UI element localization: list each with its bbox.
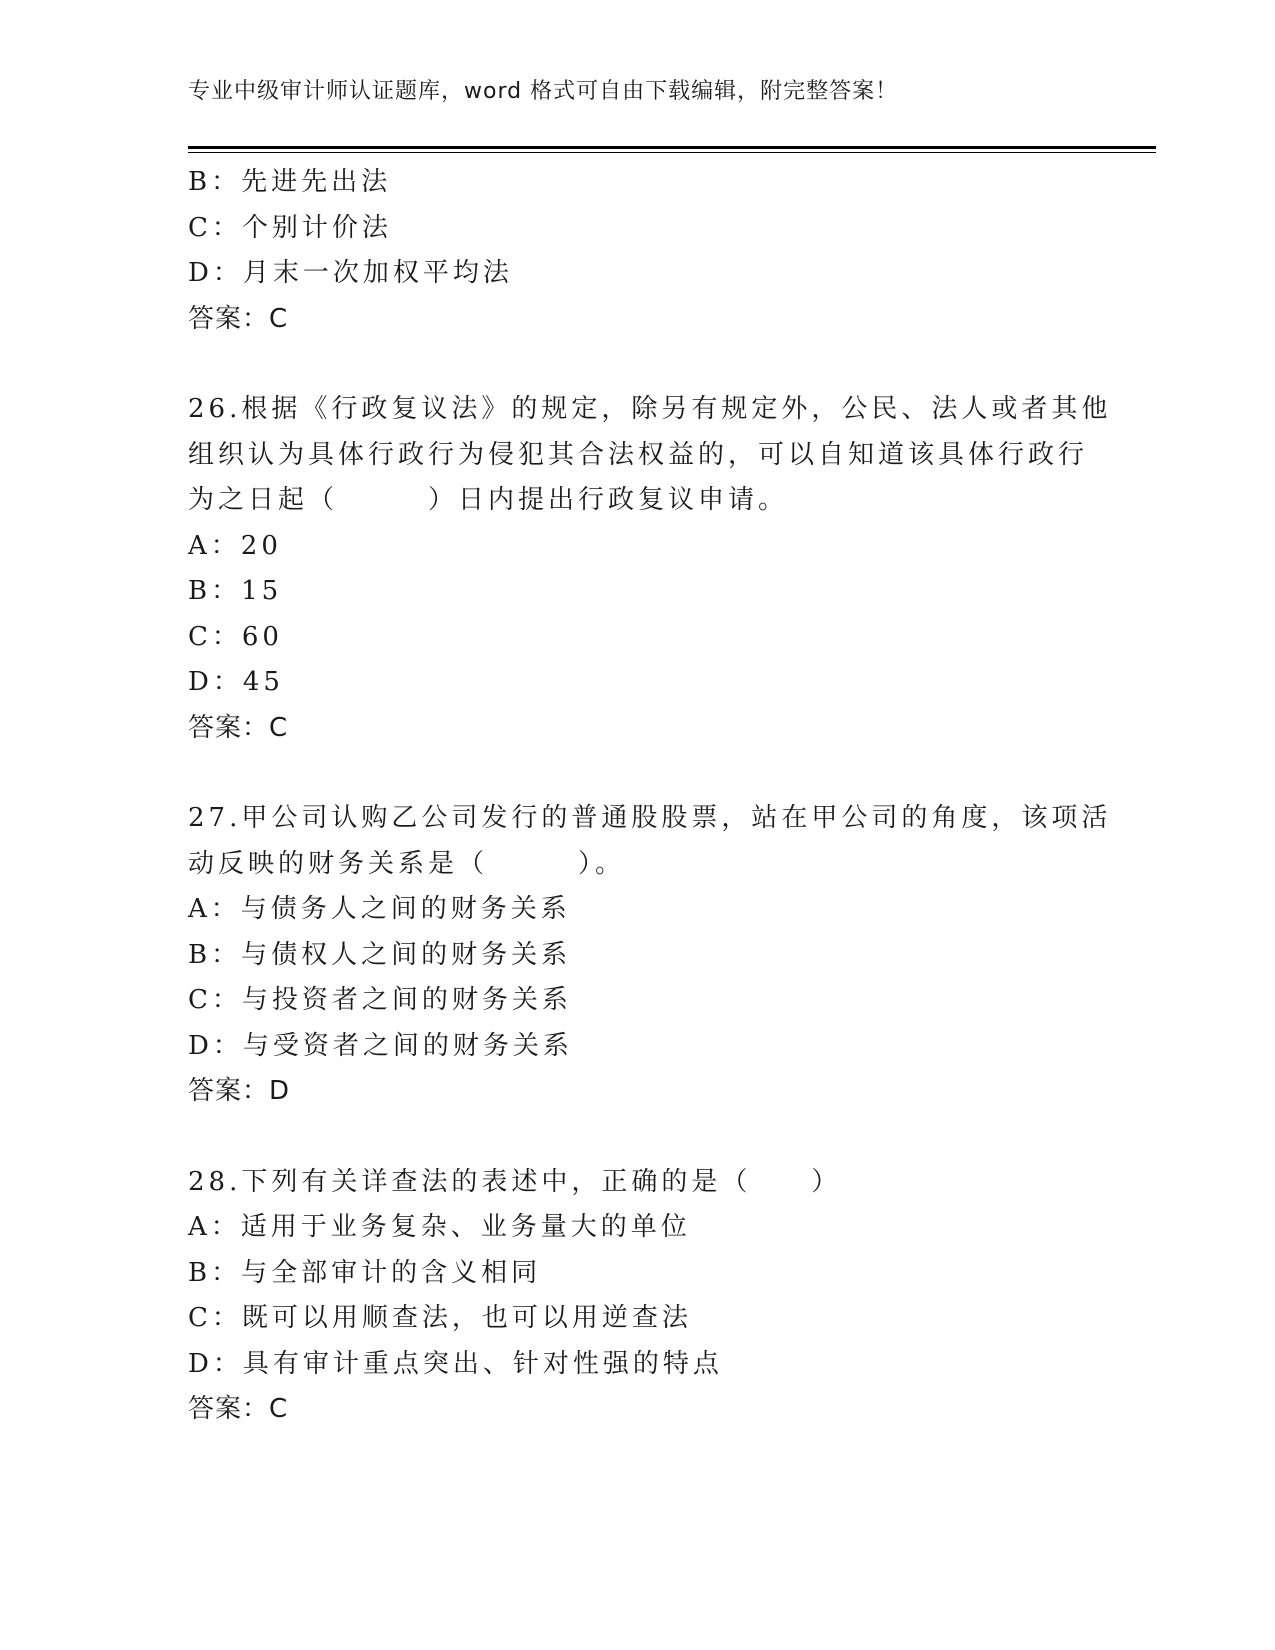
question-25-tail bbox=[188, 160, 1088, 342]
option-b: B：与债权人之间的财务关系 bbox=[188, 939, 572, 970]
option-a: A：适用于业务复杂、业务量大的单位 bbox=[188, 1212, 691, 1242]
answer: 答案：C bbox=[188, 1394, 289, 1424]
question-stem-line: 27.甲公司认购乙公司发行的普通股股票，站在甲公司的角度，该项活 bbox=[188, 803, 1112, 833]
question-stem-line: 动反映的财务关系是（ ）。 bbox=[188, 848, 626, 879]
option-b: B：与全部审计的含义相同 bbox=[188, 1257, 542, 1288]
question-26 bbox=[188, 387, 1112, 751]
header-rule-thick bbox=[188, 146, 1156, 149]
option-b: B：15 bbox=[188, 576, 283, 606]
question-stem-line: 为之日起（ ）日内提出行政复议申请。 bbox=[188, 485, 789, 515]
question-27 bbox=[188, 796, 1112, 1115]
header-rule-thin bbox=[188, 152, 1156, 153]
answer: 答案：C bbox=[188, 712, 289, 743]
page-header: 专业中级审计师认证题库，word 格式可自由下载编辑，附完整答案！ bbox=[188, 79, 899, 104]
option-d: D：45 bbox=[188, 667, 284, 697]
question-stem-line: 组织认为具体行政行为侵犯其合法权益的，可以自知道该具体行政行 bbox=[188, 439, 1089, 470]
answer: 答案：D bbox=[188, 1076, 291, 1106]
answer: 答案：C bbox=[188, 303, 289, 334]
option-d: D：与受资者之间的财务关系 bbox=[188, 1030, 573, 1061]
option-d: D：月末一次加权平均法 bbox=[188, 258, 513, 288]
option-b: B：先进先出法 bbox=[188, 167, 392, 197]
question-stem-line: 26.根据《行政复议法》的规定，除另有规定外，公民、法人或者其他 bbox=[188, 394, 1112, 424]
option-a: A：与债务人之间的财务关系 bbox=[188, 894, 571, 924]
option-d: D：具有审计重点突出、针对性强的特点 bbox=[188, 1348, 723, 1379]
option-c: C：个别计价法 bbox=[188, 212, 392, 243]
option-c: C：与投资者之间的财务关系 bbox=[188, 985, 572, 1015]
question-stem-line: 28.下列有关详查法的表述中，正确的是（ ） bbox=[188, 1166, 842, 1197]
question-28 bbox=[188, 1160, 1088, 1433]
option-c: C：60 bbox=[188, 621, 283, 652]
option-a: A：20 bbox=[188, 530, 282, 561]
question-content bbox=[188, 160, 1112, 1433]
option-c: C：既可以用顺查法，也可以用逆查法 bbox=[188, 1303, 692, 1333]
